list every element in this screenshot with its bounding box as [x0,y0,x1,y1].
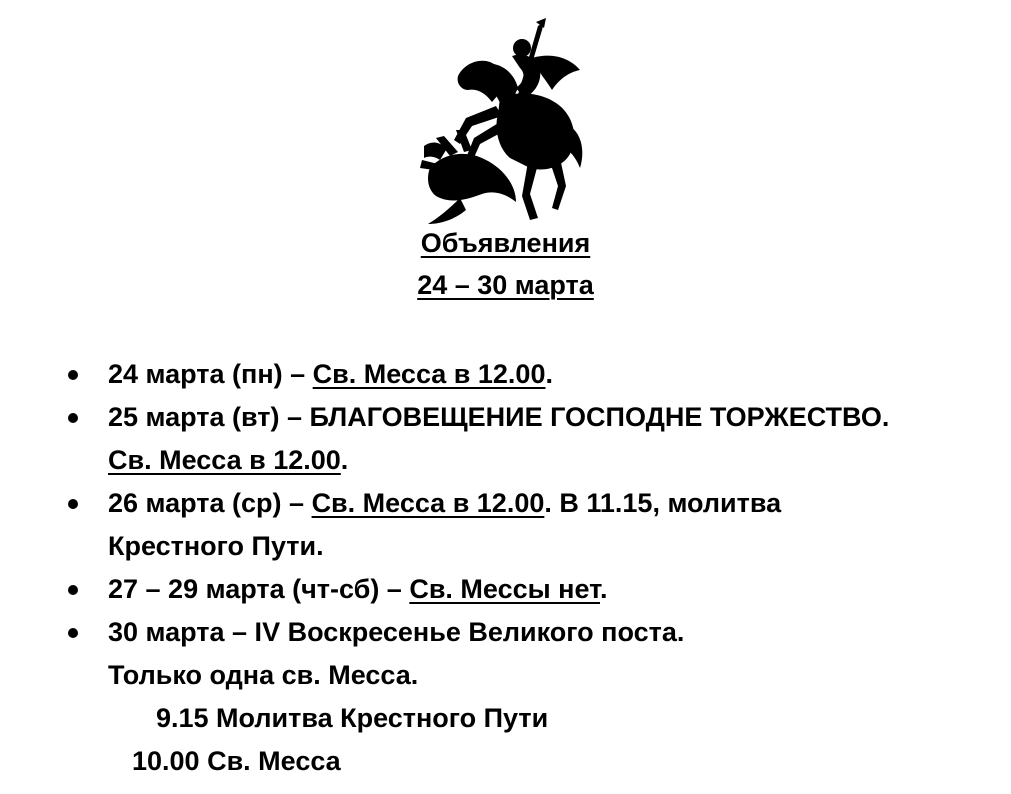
bullet-icon [68,499,78,509]
bullet-icon [68,413,78,423]
bullet-icon [68,628,78,638]
list-item [68,611,988,783]
item-lead: 25 марта (вт) – БЛАГОВЕЩЕНИЕ ГОСПОДНЕ ТОРЖЕСТВО. [108,402,890,432]
list-item [68,396,988,482]
mass-time: Св. Месса в 12.00 [312,359,546,389]
mass-status: Св. Мессы нет [409,574,600,604]
mass-time: Св. Месса в 12.00 [108,445,341,475]
item-lead: 27 – 29 марта (чт-сб) – [108,574,410,604]
list-item [68,353,988,396]
item-line: Только одна св. Месса. [108,660,419,690]
item-tail: . В 11.15, молитва [544,488,782,518]
mass-time: Св. Месса в 12.00 [311,488,545,518]
item-lead: 24 марта (пн) – [108,359,313,389]
schedule-line: 9.15 Молитва Крестного Пути [156,703,549,733]
bullet-icon [68,370,78,380]
st-george-dragon-icon [420,18,585,226]
item-tail: . [545,359,553,389]
list-item [68,568,988,611]
item-lead: 26 марта (ср) – [108,488,312,518]
page-title: Объявления [420,228,591,258]
announcement-list [68,353,988,783]
schedule-line: 10.00 Св. Месса [132,746,341,776]
list-item [68,482,988,568]
item-tail: . [600,574,608,604]
item-lead: 30 марта – IV Воскресенье Великого поста. [108,617,685,647]
item-line: Крестного Пути. [108,531,324,561]
bullet-icon [68,585,78,595]
date-range: 24 – 30 марта [417,270,594,300]
item-tail: . [340,445,349,475]
